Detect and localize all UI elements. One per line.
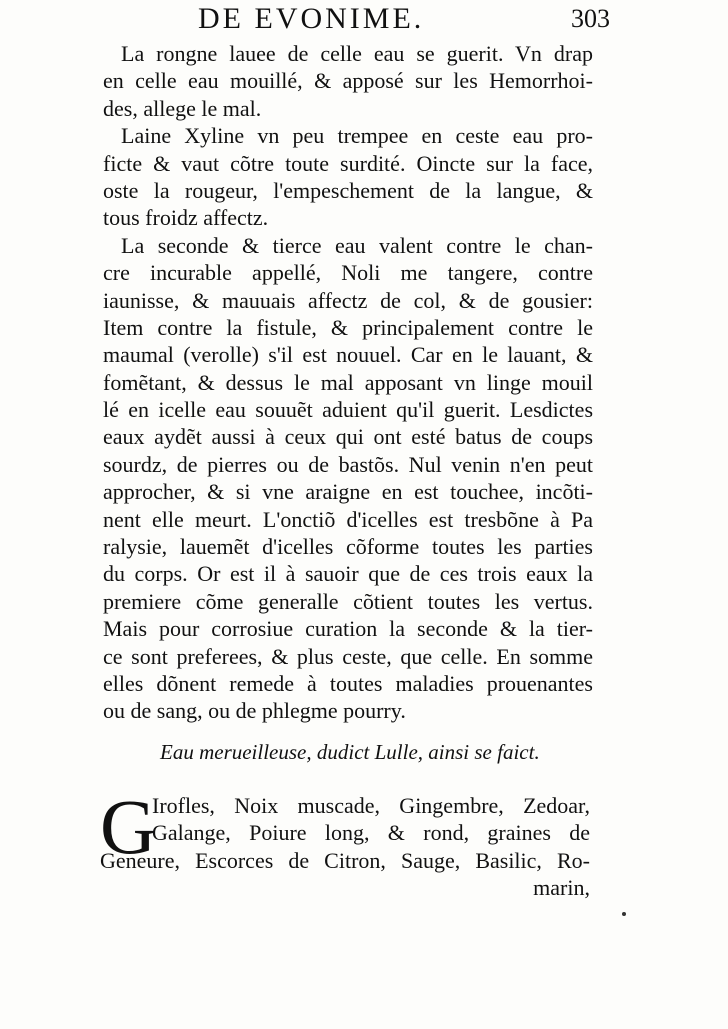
section-subheading: Eau merueilleuse, dudict Lulle, ainsi se faict. xyxy=(160,740,540,764)
text-line: cre incurable appellé, Noli me tangere, contre xyxy=(103,260,593,286)
text-line: en celle eau mouillé, & apposé sur les Hemorrhoi- xyxy=(103,68,593,94)
text-line: oste la rougeur, l'empeschement de la langue, & xyxy=(103,177,593,203)
text-line: maumal (verolle) s'il est nouuel. Car en le lauant, & xyxy=(103,342,593,368)
text-line: La seconde & tierce eau valent contre le chan- xyxy=(121,232,593,258)
text-line: ou de sang, ou de phlegme pourry. xyxy=(103,698,406,724)
text-line: tous froidz affectz. xyxy=(103,205,269,231)
running-head: DE EVONIME. xyxy=(198,2,425,35)
text-line: Laine Xyline vn peu trempee en ceste eau pro- xyxy=(121,123,593,149)
text-line: sourdz, de pierres ou de bastõs. Nul venin n'en peut xyxy=(103,451,593,477)
text-line: des, allege le mal. xyxy=(103,95,262,121)
text-line: marin, xyxy=(533,875,590,901)
text-line: fomẽtant, & dessus le mal apposant vn linge mouil xyxy=(103,369,593,395)
text-line: Item contre la fistule, & principalement contre le xyxy=(103,314,593,340)
text-line: ce sont preferees, & plus ceste, que celle. En somme xyxy=(103,643,593,669)
ink-speck xyxy=(622,912,626,916)
drop-cap: G xyxy=(100,783,157,870)
text-line: eaux aydẽt aussi à ceux qui ont esté batus de coups xyxy=(103,424,593,450)
text-line: Geneure, Escorces de Citron, Sauge, Basilic, Ro- xyxy=(100,847,590,873)
body-text xyxy=(103,40,593,725)
page-header xyxy=(180,2,610,38)
text-line: nent elle meurt. L'onctiõ d'icelles est tresbõne à Pa xyxy=(103,506,593,532)
text-line: Galange, Poiure long, & rond, graines de xyxy=(152,820,590,846)
text-line: approcher, & si vne araigne en est touchee, incõti- xyxy=(103,479,593,505)
text-line: elles dõnent remede à toutes maladies prouenantes xyxy=(103,670,593,696)
text-line: premiere cõme generalle cõtient toutes les vertus. xyxy=(103,588,593,614)
page-number: 303 xyxy=(571,4,610,33)
text-line: iaunisse, & mauuais affectz de col, & de gousier: xyxy=(103,287,593,313)
text-line: lé en icelle eau souuẽt aduient qu'il guerit. Lesdictes xyxy=(103,397,593,423)
recipe-paragraph xyxy=(100,783,590,902)
text-line: du corps. Or est il à sauoir que de ces trois eaux la xyxy=(103,561,593,587)
text-line: ficte & vaut cõtre toute surdité. Oincte sur la face, xyxy=(103,150,593,176)
text-line: Irofles, Noix muscade, Gingembre, Zedoar, xyxy=(152,793,590,818)
text-line: ralysie, lauemẽt d'icelles cõforme toutes les parties xyxy=(103,534,593,560)
text-line: Mais pour corrosiue curation la seconde & la tier- xyxy=(103,616,593,642)
text-line: La rongne lauee de celle eau se guerit. Vn drap xyxy=(121,41,593,66)
